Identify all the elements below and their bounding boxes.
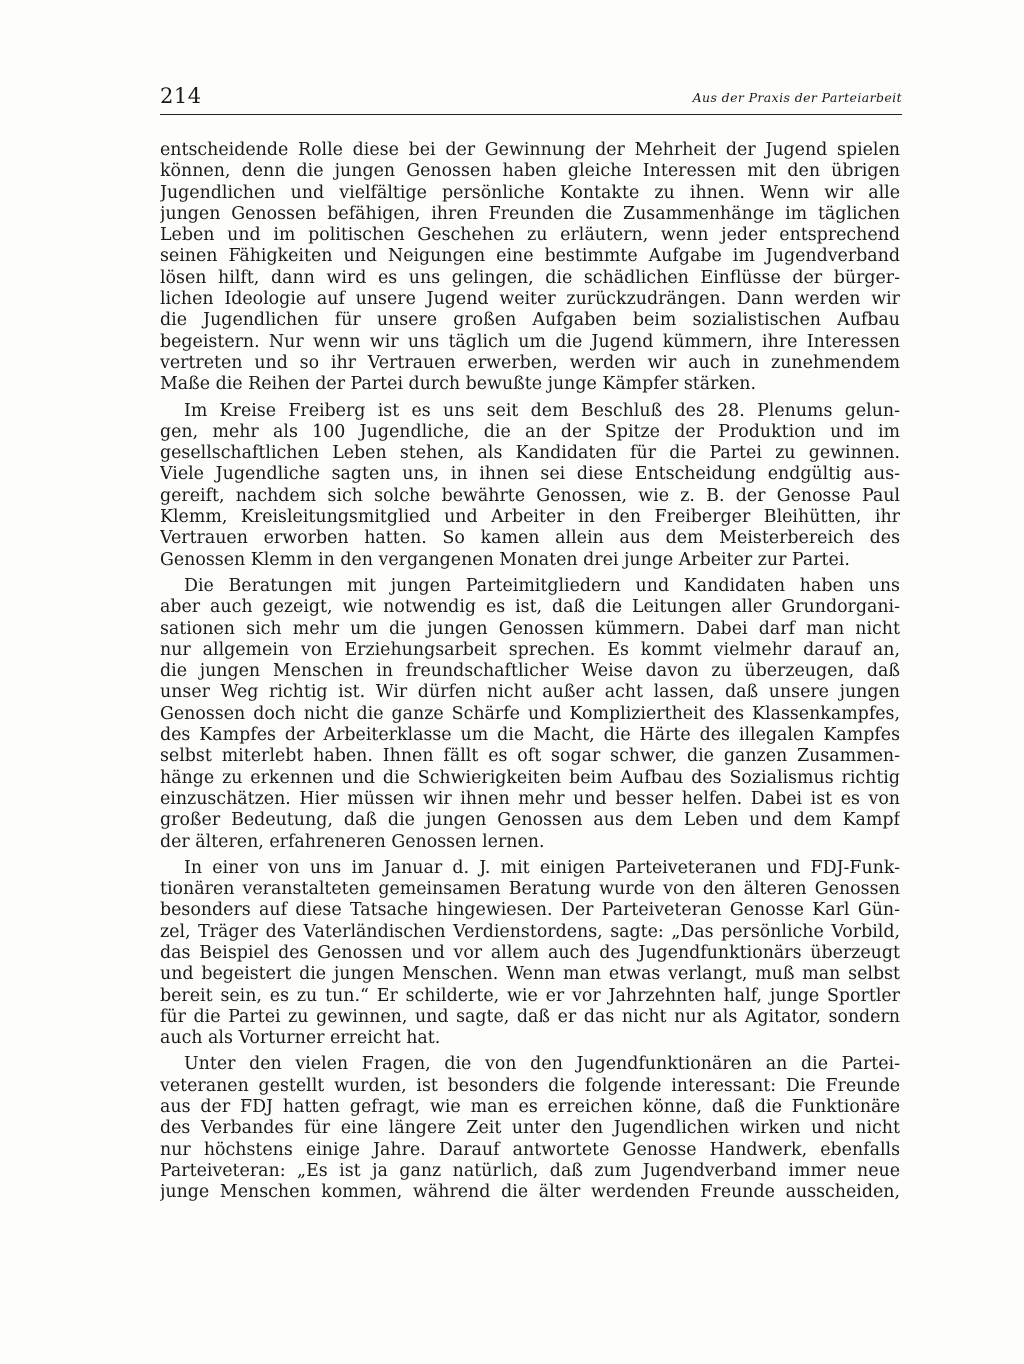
text-line: können, denn die jungen Genossen haben gleiche Interessen mit den übrigen [160, 161, 900, 182]
text-line: veteranen gestellt wurden, ist besonders die folgende interessant: Die Freunde [160, 1075, 900, 1096]
text-line: hänge zu erkennen und die Schwierigkeiten beim Aufbau des Sozialismus richtig [160, 767, 900, 788]
text-line: junge Menschen kommen, während die älter werdenden Freunde ausscheiden, [160, 1182, 900, 1203]
text-line: unser Weg richtig ist. Wir dürfen nicht außer acht lassen, daß unsere jungen [160, 682, 900, 703]
text-line: Maße die Reihen der Partei durch bewußte junge Kämpfer stärken. [160, 374, 757, 395]
text-line: das Beispiel des Genossen und vor allem auch des Jugendfunktionärs überzeugt [160, 942, 900, 963]
text-line: In einer von uns im Januar d. J. mit einigen Parteiveteranen und FDJ-Funk- [184, 857, 900, 878]
text-line: die Jugendlichen für unsere großen Aufgaben beim sozialistischen Aufbau [160, 310, 900, 331]
paragraph [160, 1054, 900, 1203]
text-line: entscheidende Rolle diese bei der Gewinnung der Mehrheit der Jugend spielen [160, 140, 900, 160]
text-line: des Kampfes der Arbeiterklasse um die Macht, die Härte des illegalen Kampfes [160, 725, 900, 746]
text-line: Vertrauen erworben hatten. So kamen allein aus dem Meisterbereich des [160, 528, 900, 549]
page-number: 214 [160, 84, 202, 108]
text-line: Genossen doch nicht die ganze Schärfe und Kompliziertheit des Klassenkampfes, [160, 703, 900, 724]
text-line: Die Beratungen mit jungen Parteimitgliedern und Kandidaten haben uns [184, 575, 900, 596]
running-title: Aus der Praxis der Parteiarbeit [692, 90, 902, 105]
text-line: vertreten und so ihr Vertrauen erwerben, werden wir auch in zunehmendem [160, 352, 900, 373]
text-line: Leben und im politischen Geschehen zu erläutern, wenn jeder entsprechend [160, 225, 900, 246]
text-line: gen, mehr als 100 Jugendliche, die an der Spitze der Produktion und im [160, 421, 900, 442]
text-line: auch als Vorturner erreicht hat. [160, 1028, 441, 1049]
running-head [160, 84, 902, 115]
text-line: des Verbandes für eine längere Zeit unter den Jugendlichen wirken und nicht [160, 1118, 900, 1139]
text-line: Parteiveteran: „Es ist ja ganz natürlich, daß zum Jugendverband immer neue [160, 1160, 900, 1181]
text-line: und begeistert die jungen Menschen. Wenn man etwas verlangt, muß man selbst [160, 964, 900, 985]
text-line: begeistern. Nur wenn wir uns täglich um die Jugend kümmern, ihre Interessen [160, 331, 900, 352]
text-line: sationen sich mehr um die jungen Genossen kümmern. Dabei darf man nicht [160, 618, 900, 639]
paragraph [160, 140, 900, 396]
paragraph [160, 401, 900, 571]
text-line: der älteren, erfahreneren Genossen lernen. [160, 831, 545, 852]
text-line: Unter den vielen Fragen, die von den Jugendfunktionären an die Partei- [184, 1054, 900, 1075]
text-line: gereift, nachdem sich solche bewährte Genossen, wie z. B. der Genosse Paul [160, 485, 900, 506]
text-line: jungen Genossen befähigen, ihren Freunden die Zusammenhänge im täglichen [160, 203, 900, 224]
text-line: lösen hilft, dann wird es uns gelingen, die schädlichen Einflüsse der bürger- [160, 267, 900, 288]
paragraph [160, 576, 900, 853]
text-line: selbst miterlebt haben. Ihnen fällt es oft sogar schwer, die ganzen Zusammen- [160, 746, 900, 767]
text-line: großer Bedeutung, daß die jungen Genossen aus dem Leben und dem Kampf [160, 810, 900, 831]
text-line: nur höchstens einige Jahre. Darauf antwortete Genosse Handwerk, ebenfalls [160, 1139, 900, 1160]
text-line: Genossen Klemm in den vergangenen Monaten drei junge Arbeiter zur Partei. [160, 549, 850, 570]
text-line: seinen Fähigkeiten und Neigungen eine bestimmte Aufgabe im Jugendverband [160, 246, 900, 267]
text-line: besonders auf diese Tatsache hingewiesen. Der Parteiveteran Genosse Karl Gün- [160, 900, 900, 921]
text-line: aber auch gezeigt, wie notwendig es ist, daß die Leitungen aller Grundorgani- [160, 597, 900, 618]
text-line: bereit sein, es zu tun.“ Er schilderte, wie er vor Jahrzehnten half, junge Sportler [160, 985, 900, 1006]
text-line: gesellschaftlichen Leben stehen, als Kandidaten für die Partei zu gewinnen. [160, 443, 900, 464]
body-text [160, 140, 900, 1209]
text-line: aus der FDJ hatten gefragt, wie man es erreichen könne, daß die Funktionäre [160, 1097, 900, 1118]
text-line: für die Partei zu gewinnen, und sagte, daß er das nicht nur als Agitator, sondern [160, 1006, 900, 1027]
paragraph [160, 858, 900, 1050]
text-line: Klemm, Kreisleitungsmitglied und Arbeiter in den Freiberger Bleihütten, ihr [160, 507, 900, 528]
text-line: tionären veranstalteten gemeinsamen Beratung wurde von den älteren Genossen [160, 879, 900, 900]
text-line: die jungen Menschen in freundschaftlicher Weise davon zu überzeugen, daß [160, 661, 900, 682]
text-line: Jugendlichen und vielfältige persönliche Kontakte zu ihnen. Wenn wir alle [160, 182, 900, 203]
text-line: Viele Jugendliche sagten uns, in ihnen sei diese Entscheidung endgültig aus- [160, 464, 900, 485]
text-line: lichen Ideologie auf unsere Jugend weiter zurückzudrängen. Dann werden wir [160, 289, 900, 310]
text-line: einzuschätzen. Hier müssen wir ihnen mehr und besser helfen. Dabei ist es von [160, 788, 900, 809]
text-line: Im Kreise Freiberg ist es uns seit dem Beschluß des 28. Plenums gelun- [184, 400, 900, 421]
text-line: zel, Träger des Vaterländischen Verdienstordens, sagte: „Das persönliche Vorbild, [160, 921, 900, 942]
text-line: nur allgemein von Erziehungsarbeit sprechen. Es kommt vielmehr darauf an, [160, 639, 900, 660]
